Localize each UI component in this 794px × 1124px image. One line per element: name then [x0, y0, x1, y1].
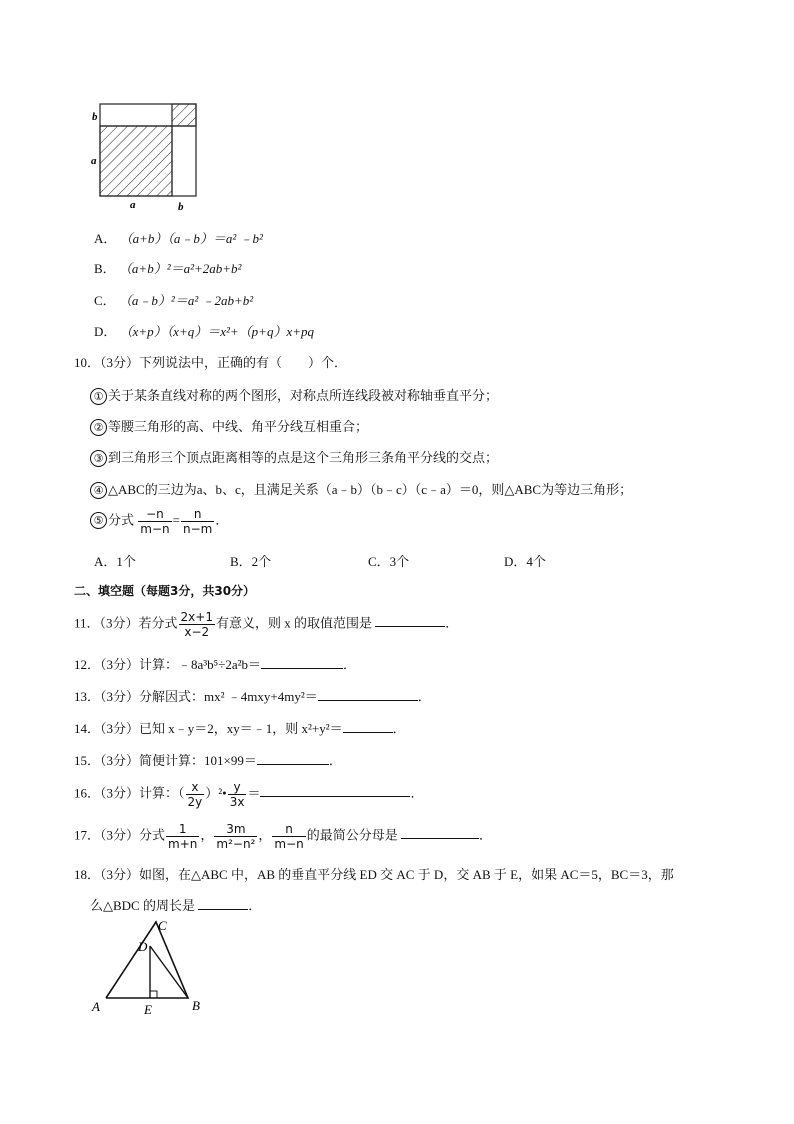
vertex-label-a: A	[92, 999, 100, 1014]
statement-text: 分式	[108, 512, 135, 528]
q10-statement-2	[90, 416, 368, 436]
option-letter: A．	[94, 231, 117, 246]
q10-options	[94, 551, 614, 569]
q17: 17．（3分）分式 $\frac{1}{m+n}$ ， $\frac{3m}{\text{m²−n²}}$ ， $\frac{n}{m-n}$ 的最简公分母是 ．	[74, 822, 493, 851]
statement-text: 关于某条直线对称的两个图形，对称点所连线段被对称轴垂直平分；	[108, 388, 499, 403]
equals-sign: =	[172, 512, 180, 528]
q10-option-d: D．4个	[504, 554, 546, 569]
vertex-label-b: B	[192, 998, 200, 1013]
option-text: （a﹣b）²＝a² ﹣2ab+b²	[118, 293, 254, 308]
vertex-label-e: E	[144, 1002, 152, 1017]
figure-label-a-bottom: a	[130, 199, 136, 211]
q10-option-c: C．3个	[368, 554, 410, 569]
triangle-figure	[88, 918, 218, 1018]
fraction: $\frac{1}{m+n}$	[168, 822, 198, 851]
figure-label-b-bottom: b	[178, 201, 184, 213]
answer-blank[interactable]	[260, 784, 410, 797]
fraction: $\frac{x}{2y}$	[187, 780, 203, 809]
answer-blank[interactable]	[257, 752, 329, 765]
option-letter: D．	[94, 324, 117, 339]
vertex-label-c: C	[158, 918, 167, 933]
option-a	[94, 228, 263, 247]
q18-line-2: 么△BDC 的周长是 ．	[90, 898, 262, 913]
q10-option-b: B．2个	[230, 554, 272, 569]
q10-option-a: A．1个	[94, 554, 136, 569]
fraction: $\frac{3m}{\text{m²−n²}}$	[216, 822, 256, 851]
figure-label-a-left: a	[91, 155, 97, 167]
answer-blank[interactable]	[318, 688, 418, 701]
section-heading: 二、填空题（每题3分，共30分）	[74, 584, 256, 598]
q10-statement-5: ⑤ 分式 $\frac{-n}{m-n}$ = $\frac{n}{n-m}$ ．	[90, 507, 228, 536]
vertex-label-d: D	[138, 939, 148, 954]
option-text: （a+b）（a﹣b）＝a² ﹣b²	[119, 231, 263, 246]
q10-statement-1	[90, 385, 498, 405]
q15: 15．（3分）简便计算：101×99＝ ．	[74, 753, 342, 768]
answer-blank[interactable]	[198, 897, 248, 910]
option-letter: B．	[94, 261, 116, 276]
option-b	[94, 258, 241, 277]
area-model-figure	[88, 96, 208, 216]
fraction: $\frac{y}{3x}$	[229, 780, 245, 809]
q13: 13．（3分）分解因式：mx² ﹣4mxy+4my²＝ ．	[74, 689, 431, 704]
answer-blank[interactable]	[375, 614, 445, 627]
option-text: （a+b）²＝a²+2ab+b²	[118, 261, 242, 276]
answer-blank[interactable]	[261, 656, 343, 669]
q12: 12．（3分）计算：﹣8a³b⁵÷2a²b＝ ．	[74, 657, 357, 672]
answer-blank[interactable]	[343, 720, 393, 733]
q10-statement-3	[90, 447, 498, 467]
option-letter: C．	[94, 293, 116, 308]
q11: 11．（3分）若分式 $\frac{2x+1}{x-2}$ 有意义，则 x 的取值范围是 ．	[74, 610, 459, 639]
statement-text: 等腰三角形的高、中线、角平分线互相重合；	[108, 419, 369, 434]
circled-3: ③	[90, 450, 107, 467]
fraction: $\frac{n}{m-n}$	[274, 822, 304, 851]
circled-5: ⑤	[90, 512, 107, 529]
q14: 14．（3分）已知 x﹣y＝2，xy＝﹣1，则 x²+y²＝ ．	[74, 721, 406, 736]
option-text: （x+p）（x+q）＝x²+（p+q）x+pq	[119, 324, 314, 339]
figure-label-b-left: b	[92, 111, 98, 123]
fraction: $\frac{-n}{m-n}$	[140, 507, 170, 536]
fraction: $\frac{2x+1}{x-2}$	[180, 610, 213, 639]
q10-statement-4	[90, 479, 632, 499]
option-c	[94, 290, 253, 309]
circled-4: ④	[90, 482, 107, 499]
q18-line-1: 18．（3分）如图，在△ABC 中，AB 的垂直平分线 ED 交 AC 于 D，交 AB 于 E，如果 AC＝5，BC＝3，那	[74, 867, 674, 882]
statement-text: 到三角形三个顶点距离相等的点是这个三角形三条角平分线的交点；	[108, 450, 499, 465]
fraction: $\frac{n}{n-m}$	[182, 507, 213, 536]
answer-blank[interactable]	[401, 826, 479, 839]
option-d	[94, 321, 314, 340]
circled-2: ②	[90, 419, 107, 436]
statement-text: △ABC的三边为a、b、c，且满足关系（a﹣b）（b﹣c）（c﹣a）＝0，则△ABC为等边三角形；	[108, 482, 633, 497]
circled-1: ①	[90, 388, 107, 405]
q10-stem: 10．（3分）下列说法中，正确的有（ ）个．	[74, 355, 348, 370]
q16: 16．（3分）计算：（ $\frac{x}{2y}$ ）²• $\frac{y}{3x}$ ＝ ．	[74, 780, 424, 809]
